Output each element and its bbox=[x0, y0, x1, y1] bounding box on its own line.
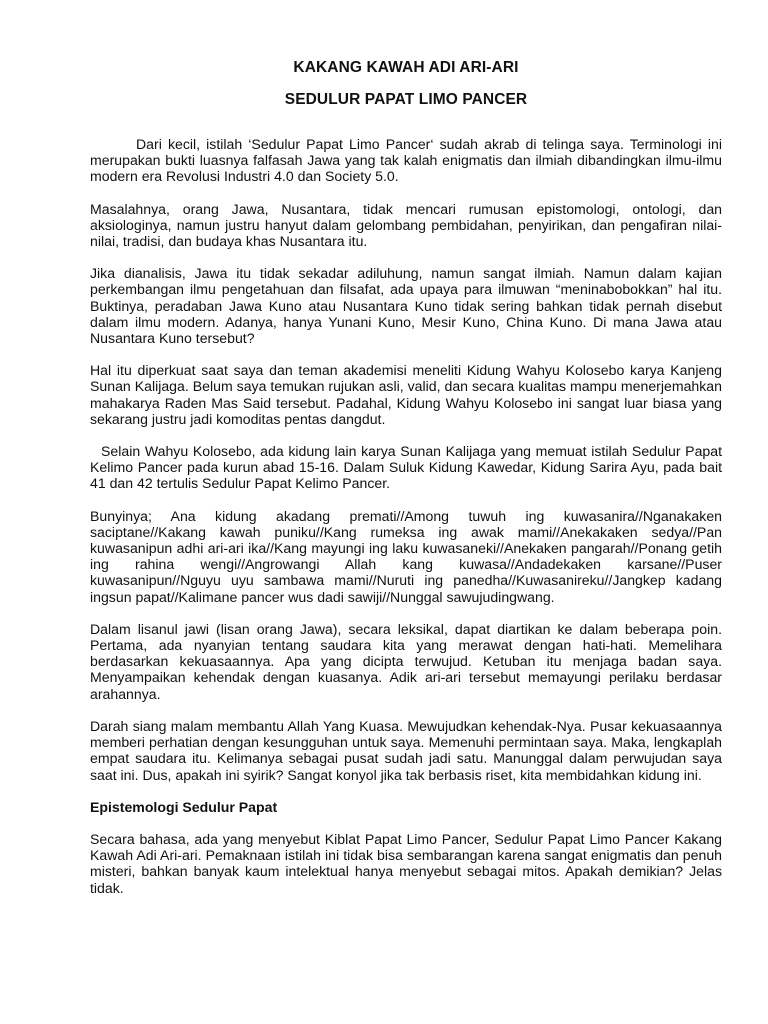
paragraph-8: Darah siang malam membantu Allah Yang Kuasa. Mewujudkan kehendak-Nya. Pusar kekuasaannya memberi perhatian dengan kesungguhan untuk saya. Memenuhi permintaan saya. Maka, lengkaplah empat saudara itu. Kelimanya sebagai pusat sudah jadi satu. Manunggal dalam perwujudan saya saat ini. Dus, apakah ini syirik? Sangat konyol jika tak berbasis riset, kita membidahkan kidung ini. bbox=[90, 717, 722, 783]
section-heading: Epistemologi Sedulur Papat bbox=[90, 798, 278, 815]
paragraph-1: Dari kecil, istilah ‘Sedulur Papat Limo Pancer‘ sudah akrab di telinga saya. Terminologi ini merupakan bukti luasnya falfasah Jawa yang tak kalah enigmatis dan ilmiah dibandingkan ilmu-ilmu modern era Revolusi Industri 4.0 dan Society 5.0. bbox=[90, 136, 722, 185]
document-subtitle: SEDULUR PAPAT LIMO PANCER bbox=[284, 91, 528, 108]
paragraph-2: Masalahnya, orang Jawa, Nusantara, tidak mencari rumusan epistomologi, ontologi, dan aksiologinya, namun justru hanyut dalam gelombang pembidahan, penyirikan, dan pengafiran nilai-nilai, tradisi, dan budaya khas Nusantara itu. bbox=[90, 200, 722, 250]
paragraph-7: Dalam lisanul jawi (lisan orang Jawa), secara leksikal, dapat diartikan ke dalam beberapa poin. Pertama, ada nyanyian tentang saudara kita yang merawat dengan hati-hati. Memelihara berdasarkan kekuasaannya. Apa yang dicipta terwujud. Ketuban itu menjaga badan saya. Menyampaikan kehendak dengan kuasanya. Adik ari-ari tersebut memayungi perilaku berdasar arahannya. bbox=[90, 620, 722, 702]
paragraph-4: Hal itu diperkuat saat saya dan teman akademisi meneliti Kidung Wahyu Kolosebo karya Kanjeng Sunan Kalijaga. Belum saya temukan rujukan asli, valid, dan secara kualitas mampu menerjemahkan mahakarya Raden Mas Said tersebut. Padahal, Kidung Wahyu Kolosebo ini sangat luar biasa yang sekarang justru jadi komoditas pentas dangdut. bbox=[90, 362, 722, 427]
document-page bbox=[90, 58, 722, 896]
paragraph-9: Secara bahasa, ada yang menyebut Kiblat Papat Limo Pancer, Sedulur Papat Limo Pancer Kakang Kawah Adi Ari-ari. Pemaknaan istilah ini tidak bisa sembarangan karena sangat enigmatis dan penuh misteri, bahkan banyak kaum intelektual hanya menyebut sebagai mitos. Apakah demikian? Jelas tidak. bbox=[90, 830, 722, 896]
paragraph-6-kidung: Bunyinya; Ana kidung akadang premati//Among tuwuh ing kuwasanira//Nganakaken saciptane//Kakang kawah puniku//Kang rumeksa ing awak mami//Anekakaken sedya//Pan kuwasanipun adhi ari-ari ika//Kang mayungi ing laku kuwasaneki//Anekaken pangarah//Ponang getih ing rahina wengi//Angrowangi Allah kang kuwasa//Andadekaken karsane//Puser kuwasanipun//Nguyu uyu sambawa mami//Nuruti ing panedha//Kuwasanireku//Jangkep kadang ingsun papat//Kalimane pancer wus dadi sawiji//Nunggal sawujudingwang. bbox=[90, 507, 722, 605]
paragraph-3: Jika dianalisis, Jawa itu tidak sekadar adiluhung, namun sangat ilmiah. Namun dalam kajian perkembangan ilmu pengetahuan dan filsafat, ada upaya para ilmuwan “meninabobokkan” hal itu. Buktinya, peradaban Jawa Kuno atau Nusantara Kuno tidak sering bahkan tidak pernah disebut dalam ilmu modern. Adanya, hanya Yunani Kuno, Mesir Kuno, China Kuno. Di mana Jawa atau Nusantara Kuno tersebut? bbox=[90, 265, 722, 347]
document-title: KAKANG KAWAH ADI ARI-ARI bbox=[293, 59, 519, 76]
paragraph-5: Selain Wahyu Kolosebo, ada kidung lain karya Sunan Kalijaga yang memuat istilah Sedulur Papat Kelimo Pancer pada kurun abad 15-16. Dalam Suluk Kidung Kawedar, Kidung Sarira Ayu, pada bait 41 dan 42 tertulis Sedulur Papat Kelimo Pancer. bbox=[90, 443, 722, 492]
